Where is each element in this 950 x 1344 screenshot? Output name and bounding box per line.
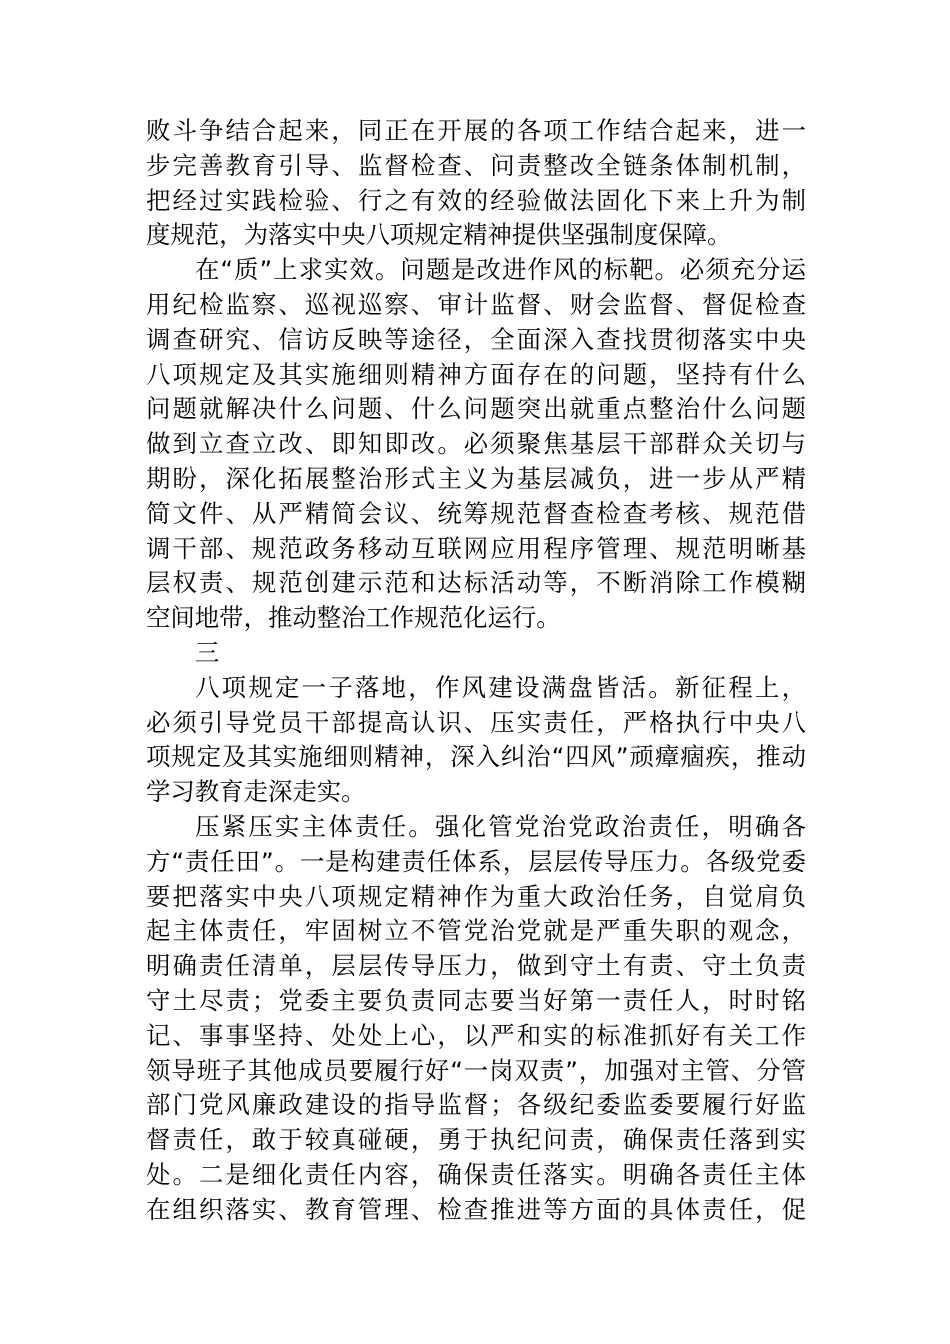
text-line: 八项规定及其实施细则精神方面存在的问题，坚持有什么: [146, 359, 806, 389]
text-line: 把经过实践检验、行之有效的经验做法固化下来上升为制: [146, 185, 806, 215]
text-line: 度规范，为落实中央八项规定精神提供坚强制度保障。: [146, 220, 732, 250]
text-line: 步完善教育引导、监督检查、问责整改全链条体制机制，: [146, 150, 806, 180]
text-line: 简文件、从严精简会议、统筹规范督查检查考核、规范借: [146, 498, 806, 528]
text-line: 项规定及其实施细则精神，深入纠治“四风”顽瘴痼疾，推动: [146, 742, 806, 772]
text-line: 督责任，敢于较真碰硬，勇于执纪问责，确保责任落到实: [146, 1125, 806, 1155]
text-line: 败斗争结合起来，同正在开展的各项工作结合起来，进一: [146, 116, 806, 145]
text-line: 处。二是细化责任内容，确保责任落实。明确各责任主体: [146, 1159, 806, 1189]
text-line: 用纪检监察、巡视巡察、审计监督、财会监督、督促检查: [146, 289, 806, 319]
text-line: 期盼，深化拓展整治形式主义为基层减负，进一步从严精: [146, 463, 806, 493]
text-line: 要把落实中央八项规定精神作为重大政治任务，自觉肩负: [146, 881, 806, 911]
text-line: 空间地带，推动整治工作规范化运行。: [146, 603, 561, 633]
text-line: 在组织落实、教育管理、检查推进等方面的具体责任，促: [146, 1194, 806, 1224]
text-line: 做到立查立改、即知即改。必须聚焦基层干部群众关切与: [146, 429, 806, 459]
document-body: [146, 114, 806, 1228]
text-line: 领导班子其他成员要履行好“一岗双责”，加强对主管、分管: [146, 1055, 806, 1085]
text-line: 八项规定一子落地，作风建设满盘皆活。新征程上，: [195, 672, 806, 702]
text-line: 压紧压实主体责任。强化管党治党政治责任，明确各: [195, 811, 806, 841]
text-line: 守土尽责；党委主要负责同志要当好第一责任人，时时铭: [146, 985, 806, 1015]
text-line: 学习教育走深走实。: [146, 777, 366, 807]
text-line: 调干部、规范政务移动互联网应用程序管理、规范明晰基: [146, 533, 806, 563]
text-line: 部门党风廉政建设的指导监督；各级纪委监委要履行好监: [146, 1090, 806, 1120]
text-line: 明确责任清单，层层传导压力，做到守土有责、守土负责: [146, 951, 806, 981]
text-line: 层权责、规范创建示范和达标活动等，不断消除工作模糊: [146, 568, 806, 598]
text-line: 方“责任田”。一是构建责任体系，层层传导压力。各级党委: [146, 846, 806, 876]
text-line: 必须引导党员干部提高认识、压实责任，严格执行中央八: [146, 707, 806, 737]
text-line: 问题就解决什么问题、什么问题突出就重点整治什么问题: [146, 394, 806, 424]
text-line: 在“质”上求实效。问题是改进作风的标靶。必须充分运: [195, 255, 806, 285]
text-line: 记、事事坚持、处处上心，以严和实的标准抓好有关工作: [146, 1020, 806, 1050]
text-line: 调查研究、信访反映等途径，全面深入查找贯彻落实中央: [146, 324, 806, 354]
text-line: 三: [195, 637, 220, 667]
text-line: 起主体责任，牢固树立不管党治党就是严重失职的观念，: [146, 916, 806, 946]
